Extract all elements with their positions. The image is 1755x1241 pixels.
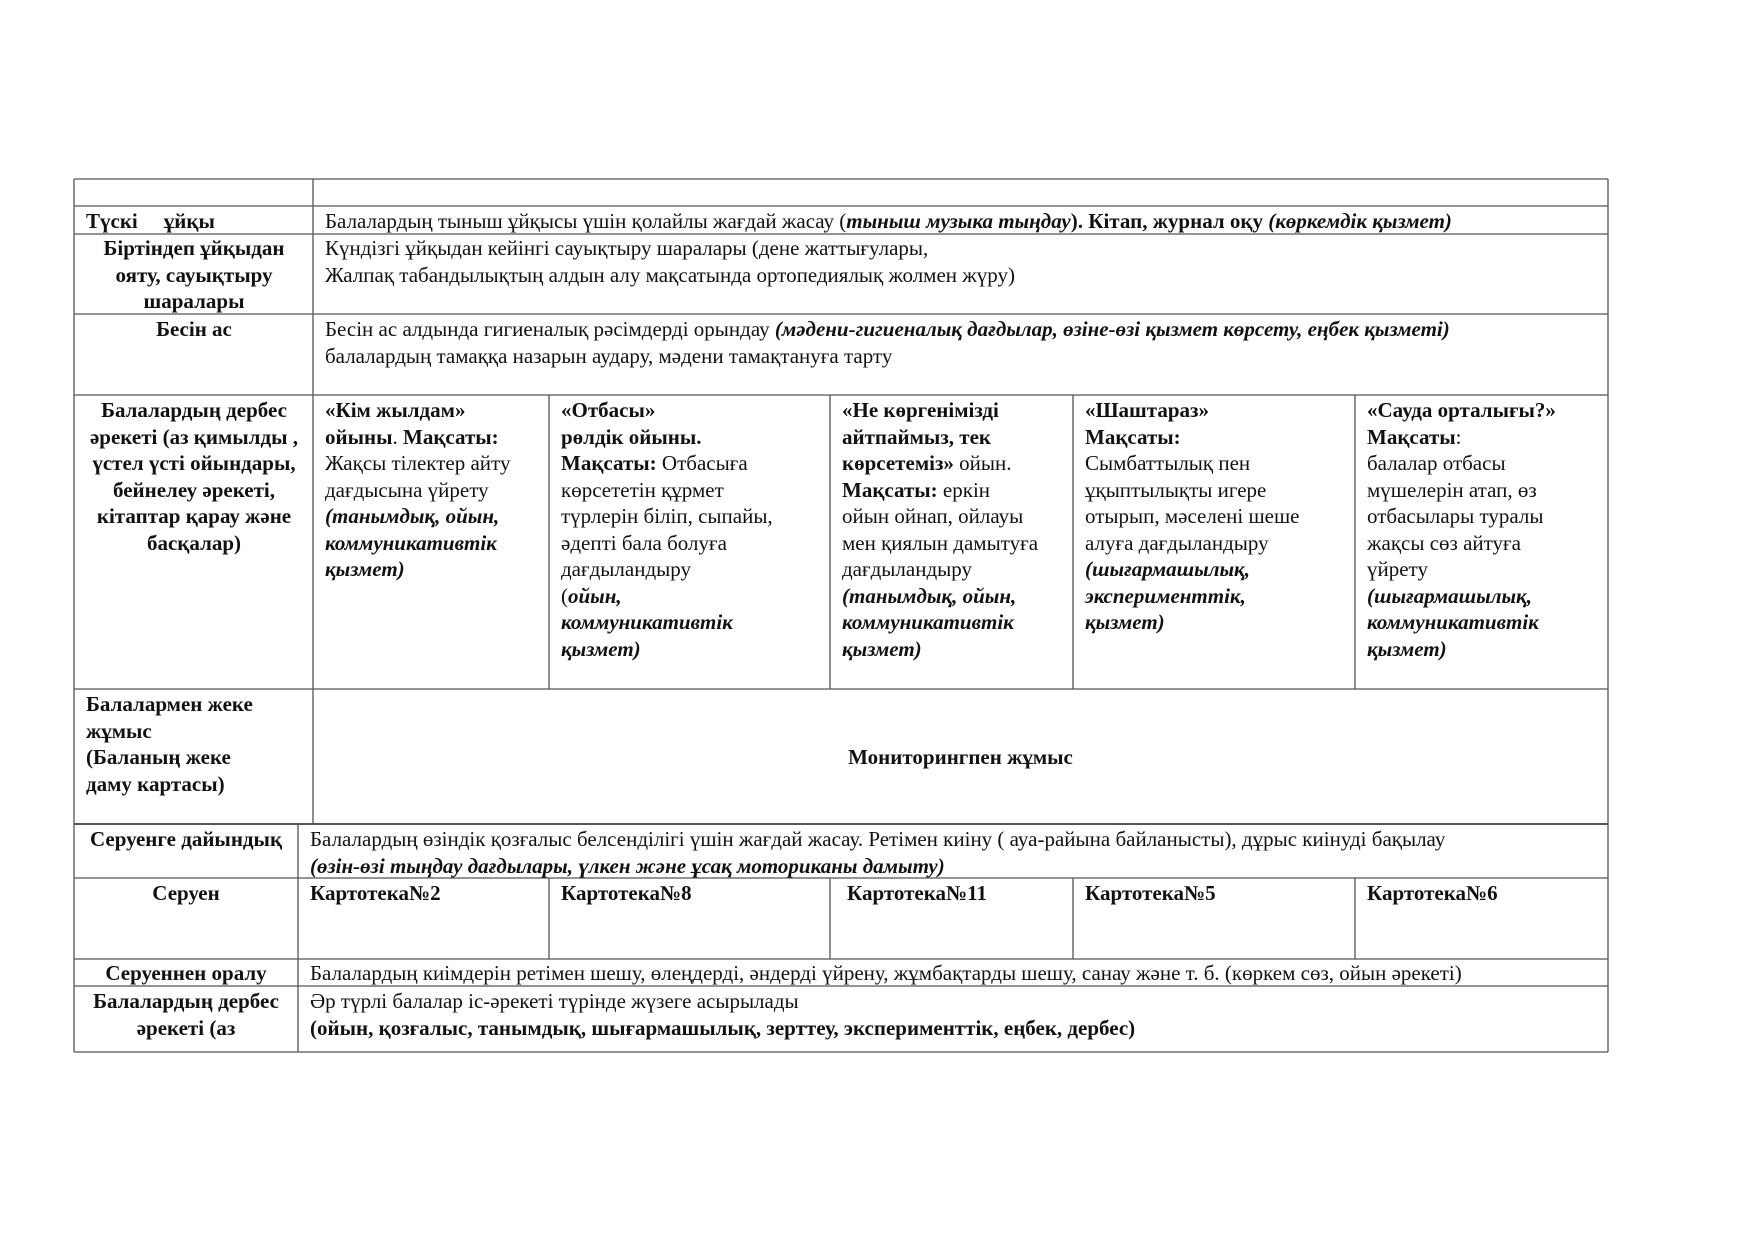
activity-1-goal-label: Мақсаты: — [403, 424, 499, 449]
row-label-wakeup: Біртіндеп ұйқыдан ояту, сауықтыру шаралары — [103, 236, 285, 313]
nap-text-em-1: тыныш музыка тыңдау — [846, 209, 1071, 233]
independent-2-line-1: Әр түрлі балалар іс-әрекеті түрінде жүзеге асырылады — [310, 989, 799, 1013]
activity-3-goal-label: Мақсаты: — [842, 477, 938, 502]
snack-line-2: балалардың тамаққа назарын аудару, мәдени тамақтануға тарту — [325, 344, 893, 368]
nap-label-a: Түскі — [86, 209, 138, 233]
activity-2-em-open: ( — [561, 583, 568, 608]
activity-1-title: «Кім жылдам» ойыны — [325, 398, 466, 449]
activity-col-3 — [842, 397, 1038, 662]
row-label-independent: Балалардың дербес әрекеті (аз қимылды , үстел үсті ойындары, бейнелеу әрекеті, кітаптар қарау және басқалар) — [89, 398, 298, 555]
activity-4-body: Сымбаттылық пен ұқыптылықты игере отырып, мәселені шеше алуға дағдыландыру — [1085, 451, 1300, 555]
nap-text-1: Балалардың тыныш ұйқысы үшін қолайлы жағдай жасау ( — [325, 209, 847, 233]
activity-3-body: еркін ойын ойнап, ойлауы мен қиялын дамытуға дағдыландыру — [842, 477, 1039, 581]
activity-1-em: (танымдық, ойын, коммуникативтік қызмет) — [325, 504, 500, 581]
walk-card-4: Картотека№5 — [1085, 881, 1216, 905]
row-label-individual: Балалармен жеке жұмыс (Баланың жеке даму картасы) — [86, 692, 253, 796]
walk-card-1: Картотека№2 — [310, 881, 441, 905]
activity-5-title: «Сауда орталығы?» Мақсаты — [1367, 398, 1556, 449]
activity-1-body: Жақсы тілектер айту дағдысына үйрету — [325, 451, 511, 502]
activity-col-2 — [561, 397, 773, 662]
activity-2-title: «Отбасы» рөлдік ойыны. — [561, 398, 702, 449]
nap-label-b: ұйқы — [163, 209, 215, 233]
activity-3-title-tail: ойын. — [953, 451, 1012, 475]
walk-card-5: Картотека№6 — [1367, 881, 1498, 905]
activity-2-body: Отбасыға көрсететін құрмет түрлерін біліп, сыпайы, әдепті бала болуға дағдыландыру — [561, 451, 773, 581]
activity-2-goal-label: Мақсаты: — [561, 451, 657, 475]
row-label-walk-prep: Серуенге дайындық — [89, 827, 283, 851]
row-label-snack: Бесін ас — [156, 317, 232, 341]
wakeup-line-2: Жалпақ табандылықтың алдын алу мақсатында ортопедиялық жолмен жүру) — [325, 263, 1015, 287]
nap-text-em-2: (көркемдік қызмет) — [1268, 209, 1452, 233]
activity-col-5 — [1367, 397, 1556, 662]
activity-4-title: «Шаштараз» Мақсаты: — [1085, 398, 1209, 449]
activity-1-dot: . — [392, 424, 403, 449]
walk-prep-line-1: Балалардың өзіндік қозғалыс белсенділігі үшін жағдай жасау. Ретімен киіну ( ауа-райына байланысты), дұрыс киінуді бақылау — [310, 827, 1446, 851]
row-label-walk: Серуен — [152, 881, 220, 905]
walk-prep-line-2: (өзін-өзі тыңдау дағдылары, үлкен және ұсақ моториканы дамыту) — [310, 854, 945, 878]
walk-card-3: Картотека№11 — [847, 881, 987, 905]
snack-text-em: (мәдени-гигиеналық дағдылар, өзіне-өзі қызмет көрсету, еңбек қызметі) — [774, 317, 1450, 341]
row-label-nap — [86, 208, 215, 235]
row-label-return: Серуеннен оралу — [105, 961, 267, 985]
snack-line-1 — [325, 316, 1450, 343]
wakeup-line-1: Күндізгі ұйқыдан кейінгі сауықтыру шаралары (дене жаттығулары, — [325, 236, 929, 260]
activity-5-body: балалар отбасы мүшелерін атап, өз отбасылары туралы жақсы сөз айтуға үйрету — [1367, 451, 1544, 581]
activity-col-1 — [325, 397, 510, 583]
independent-2-line-2: (ойын, қозғалыс, танымдық, шығармашылық, зерттеу, эксперименттік, еңбек, дербес) — [310, 1016, 1136, 1040]
individual-content: Мониторингпен жұмыс — [848, 745, 1073, 769]
activity-3-em: (танымдық, ойын, коммуникативтік қызмет) — [842, 583, 1017, 661]
walk-card-2: Картотека№8 — [561, 881, 692, 905]
nap-text-2: ). Кітап, журнал оқу — [1070, 209, 1269, 233]
nap-content — [325, 208, 1452, 235]
activity-5-em: (шығармашылық, коммуникативтік қызмет) — [1367, 583, 1539, 661]
row-label-independent-2: Балалардың дербес әрекеті (аз — [93, 989, 279, 1040]
snack-text-1: Бесін ас алдында гигиеналық рәсімдерді орындау — [325, 317, 775, 341]
activity-2-em: ойын, коммуникативтік қызмет) — [561, 583, 733, 661]
activity-4-em: (шығармашылық, эксперименттік, қызмет) — [1085, 557, 1250, 634]
activity-5-colon: : — [1455, 424, 1462, 449]
activity-3-title: «Не көргенімізді айтпаймыз, тек көрсетеміз» — [842, 398, 999, 475]
activity-col-4 — [1085, 397, 1299, 636]
return-content: Балалардың киімдерін ретімен шешу, өлеңдерді, әндерді үйрену, жұмбақтарды шешу, санау және т. б. (көркем сөз, ойын әрекеті) — [310, 961, 1462, 985]
